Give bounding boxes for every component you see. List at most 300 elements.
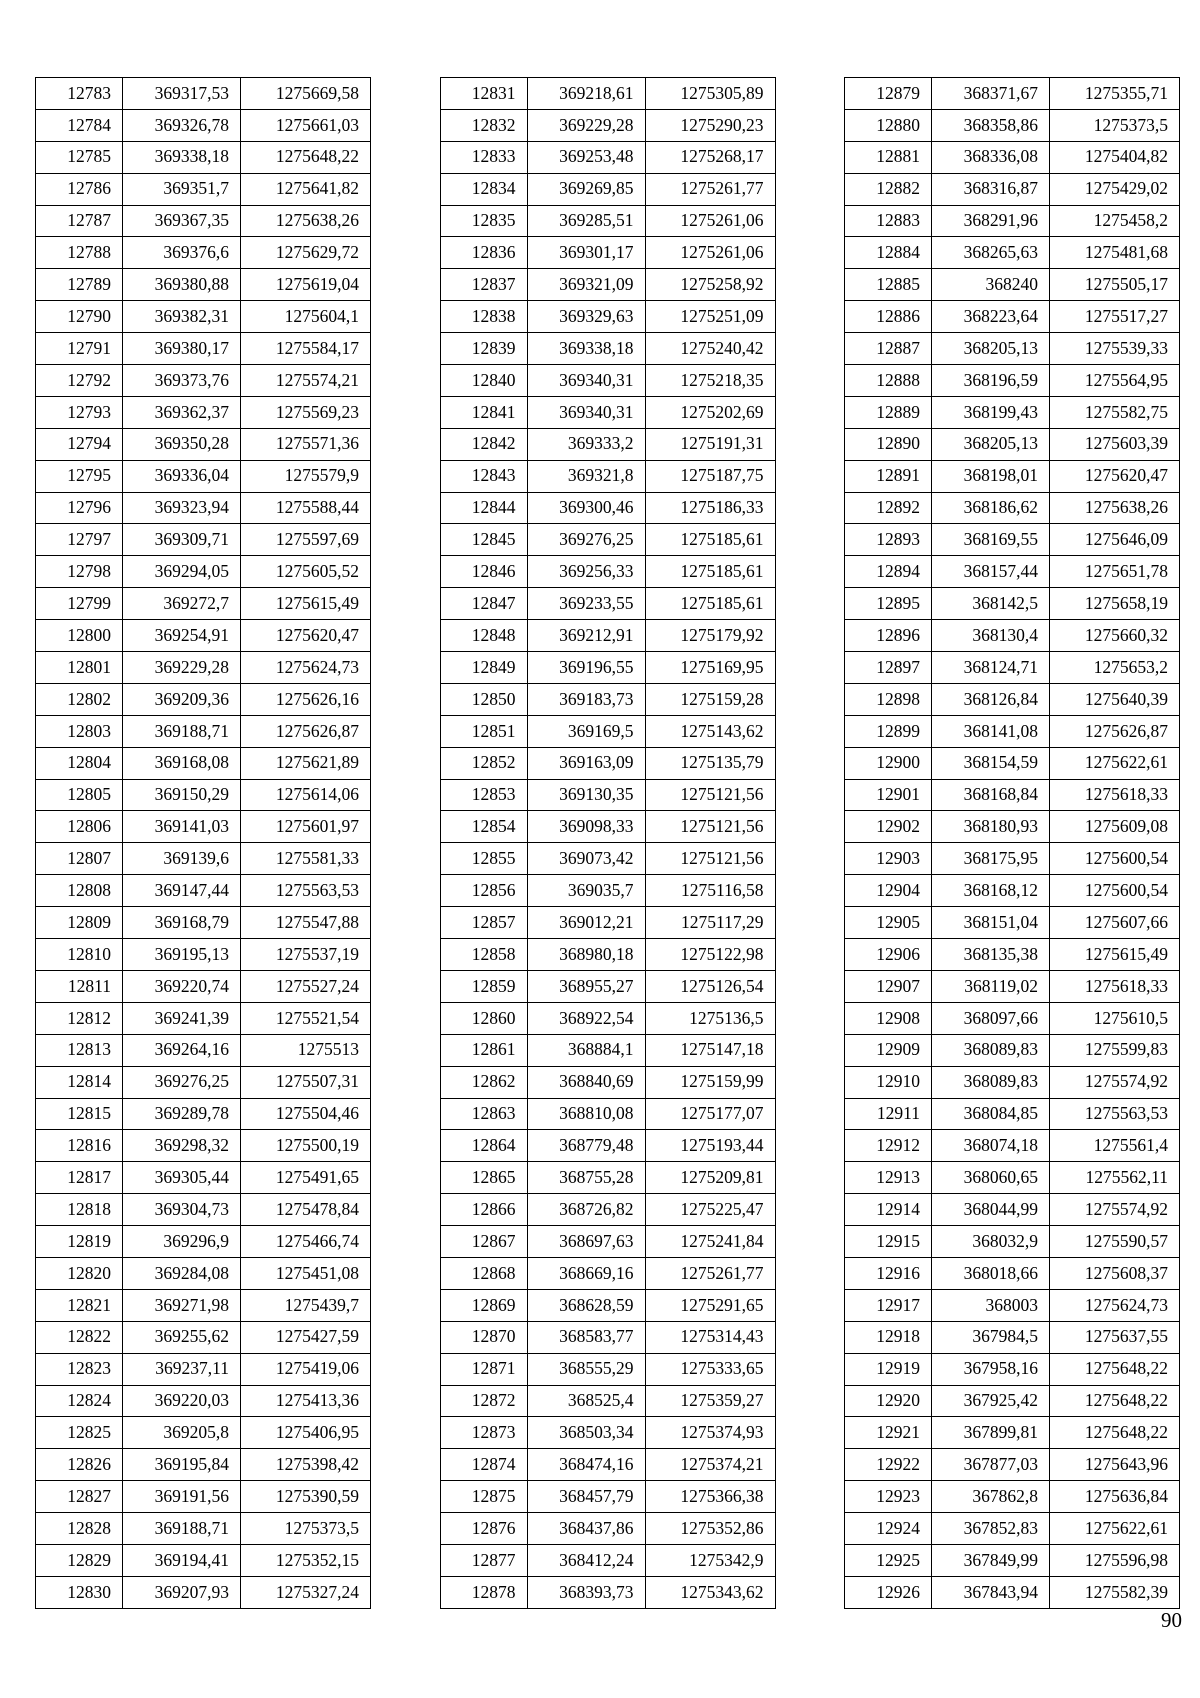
- point-number-cell: 12926: [845, 1576, 932, 1608]
- point-number-cell: 12825: [36, 1417, 123, 1449]
- table-row: [440, 556, 775, 588]
- table-row: [845, 1130, 1180, 1162]
- x-coordinate-cell: 369168,08: [123, 747, 241, 779]
- point-number-cell: 12914: [845, 1194, 932, 1226]
- table-row: [845, 460, 1180, 492]
- point-number-cell: 12863: [440, 1098, 527, 1130]
- y-coordinate-cell: 1275527,24: [241, 970, 371, 1002]
- y-coordinate-cell: 1275615,49: [1050, 939, 1180, 971]
- x-coordinate-cell: 369207,93: [123, 1576, 241, 1608]
- table-row: [440, 1385, 775, 1417]
- table-row: [845, 237, 1180, 269]
- table-row: [36, 683, 371, 715]
- y-coordinate-cell: 1275117,29: [645, 907, 775, 939]
- point-number-cell: 12862: [440, 1066, 527, 1098]
- point-number-cell: 12817: [36, 1162, 123, 1194]
- table-row: [440, 683, 775, 715]
- point-number-cell: 12917: [845, 1289, 932, 1321]
- x-coordinate-cell: 368124,71: [932, 652, 1050, 684]
- x-coordinate-cell: 369333,2: [527, 428, 645, 460]
- x-coordinate-cell: 369294,05: [123, 556, 241, 588]
- table-row: [845, 907, 1180, 939]
- table-row: [36, 1226, 371, 1258]
- table-row: [845, 1449, 1180, 1481]
- point-number-cell: 12895: [845, 588, 932, 620]
- table-row: [36, 1481, 371, 1513]
- point-number-cell: 12836: [440, 237, 527, 269]
- x-coordinate-cell: 369256,33: [527, 556, 645, 588]
- x-coordinate-cell: 368168,12: [932, 875, 1050, 907]
- x-coordinate-cell: 368810,08: [527, 1098, 645, 1130]
- y-coordinate-cell: 1275185,61: [645, 524, 775, 556]
- point-number-cell: 12838: [440, 301, 527, 333]
- y-coordinate-cell: 1275563,53: [1050, 1098, 1180, 1130]
- y-coordinate-cell: 1275419,06: [241, 1353, 371, 1385]
- x-coordinate-cell: 368583,77: [527, 1321, 645, 1353]
- y-coordinate-cell: 1275225,47: [645, 1194, 775, 1226]
- y-coordinate-cell: 1275624,73: [1050, 1289, 1180, 1321]
- table-row: [845, 1321, 1180, 1353]
- y-coordinate-cell: 1275373,5: [1050, 109, 1180, 141]
- point-number-cell: 12894: [845, 556, 932, 588]
- point-number-cell: 12810: [36, 939, 123, 971]
- x-coordinate-cell: 369326,78: [123, 109, 241, 141]
- point-number-cell: 12908: [845, 1002, 932, 1034]
- x-coordinate-cell: 369212,91: [527, 620, 645, 652]
- point-number-cell: 12868: [440, 1257, 527, 1289]
- x-coordinate-cell: 369321,09: [527, 269, 645, 301]
- y-coordinate-cell: 1275136,5: [645, 1002, 775, 1034]
- point-number-cell: 12821: [36, 1289, 123, 1321]
- y-coordinate-cell: 1275596,98: [1050, 1544, 1180, 1576]
- table-row: [440, 620, 775, 652]
- point-number-cell: 12865: [440, 1162, 527, 1194]
- table-row: [36, 1353, 371, 1385]
- y-coordinate-cell: 1275343,62: [645, 1576, 775, 1608]
- table-row: [845, 779, 1180, 811]
- x-coordinate-cell: 368265,63: [932, 237, 1050, 269]
- x-coordinate-cell: 369329,63: [527, 301, 645, 333]
- point-number-cell: 12916: [845, 1257, 932, 1289]
- x-coordinate-cell: 369141,03: [123, 811, 241, 843]
- x-coordinate-cell: 369285,51: [527, 205, 645, 237]
- point-number-cell: 12918: [845, 1321, 932, 1353]
- x-coordinate-cell: 368779,48: [527, 1130, 645, 1162]
- x-coordinate-cell: 369338,18: [527, 333, 645, 365]
- x-coordinate-cell: 369073,42: [527, 843, 645, 875]
- x-coordinate-cell: 368154,59: [932, 747, 1050, 779]
- x-coordinate-cell: 368074,18: [932, 1130, 1050, 1162]
- x-coordinate-cell: 368018,66: [932, 1257, 1050, 1289]
- y-coordinate-cell: 1275261,77: [645, 173, 775, 205]
- y-coordinate-cell: 1275314,43: [645, 1321, 775, 1353]
- table-row: [36, 620, 371, 652]
- table-row: [845, 747, 1180, 779]
- point-number-cell: 12837: [440, 269, 527, 301]
- table-row: [440, 907, 775, 939]
- y-coordinate-cell: 1275398,42: [241, 1449, 371, 1481]
- point-number-cell: 12913: [845, 1162, 932, 1194]
- x-coordinate-cell: 368555,29: [527, 1353, 645, 1385]
- point-number-cell: 12910: [845, 1066, 932, 1098]
- point-number-cell: 12812: [36, 1002, 123, 1034]
- table-row: [440, 1449, 775, 1481]
- table-row: [845, 173, 1180, 205]
- table-row: [440, 715, 775, 747]
- point-number-cell: 12874: [440, 1449, 527, 1481]
- y-coordinate-cell: 1275561,4: [1050, 1130, 1180, 1162]
- x-coordinate-cell: 368196,59: [932, 365, 1050, 397]
- point-number-cell: 12875: [440, 1481, 527, 1513]
- x-coordinate-cell: 369338,18: [123, 141, 241, 173]
- point-number-cell: 12912: [845, 1130, 932, 1162]
- table-row: [845, 269, 1180, 301]
- point-number-cell: 12886: [845, 301, 932, 333]
- y-coordinate-cell: 1275147,18: [645, 1034, 775, 1066]
- point-number-cell: 12883: [845, 205, 932, 237]
- x-coordinate-cell: 368180,93: [932, 811, 1050, 843]
- y-coordinate-cell: 1275622,61: [1050, 747, 1180, 779]
- x-coordinate-cell: 368336,08: [932, 141, 1050, 173]
- point-number-cell: 12853: [440, 779, 527, 811]
- x-coordinate-cell: 368755,28: [527, 1162, 645, 1194]
- x-coordinate-cell: 369191,56: [123, 1481, 241, 1513]
- y-coordinate-cell: 1275614,06: [241, 779, 371, 811]
- y-coordinate-cell: 1275121,56: [645, 843, 775, 875]
- y-coordinate-cell: 1275547,88: [241, 907, 371, 939]
- table-row: [845, 1385, 1180, 1417]
- y-coordinate-cell: 1275562,11: [1050, 1162, 1180, 1194]
- x-coordinate-cell: 368955,27: [527, 970, 645, 1002]
- x-coordinate-cell: 367984,5: [932, 1321, 1050, 1353]
- x-coordinate-cell: 368126,84: [932, 683, 1050, 715]
- point-number-cell: 12823: [36, 1353, 123, 1385]
- y-coordinate-cell: 1275609,08: [1050, 811, 1180, 843]
- table-row: [440, 779, 775, 811]
- table-row: [440, 1353, 775, 1385]
- y-coordinate-cell: 1275637,55: [1050, 1321, 1180, 1353]
- x-coordinate-cell: 368628,59: [527, 1289, 645, 1321]
- x-coordinate-cell: 369350,28: [123, 428, 241, 460]
- table-row: [845, 811, 1180, 843]
- table-row: [845, 1066, 1180, 1098]
- table-row: [845, 396, 1180, 428]
- point-number-cell: 12855: [440, 843, 527, 875]
- point-number-cell: 12893: [845, 524, 932, 556]
- y-coordinate-cell: 1275513: [241, 1034, 371, 1066]
- y-coordinate-cell: 1275241,84: [645, 1226, 775, 1258]
- table-row: [440, 1289, 775, 1321]
- x-coordinate-cell: 369012,21: [527, 907, 645, 939]
- point-number-cell: 12882: [845, 173, 932, 205]
- point-number-cell: 12889: [845, 396, 932, 428]
- table-row: [845, 1098, 1180, 1130]
- y-coordinate-cell: 1275626,87: [1050, 715, 1180, 747]
- y-coordinate-cell: 1275517,27: [1050, 301, 1180, 333]
- y-coordinate-cell: 1275569,23: [241, 396, 371, 428]
- y-coordinate-cell: 1275638,26: [1050, 492, 1180, 524]
- table-row: [36, 78, 371, 110]
- point-number-cell: 12850: [440, 683, 527, 715]
- table-row: [36, 524, 371, 556]
- x-coordinate-cell: 368142,5: [932, 588, 1050, 620]
- table-row: [440, 1481, 775, 1513]
- x-coordinate-cell: 368032,9: [932, 1226, 1050, 1258]
- table-row: [440, 269, 775, 301]
- x-coordinate-cell: 369150,29: [123, 779, 241, 811]
- x-coordinate-cell: 368669,16: [527, 1257, 645, 1289]
- point-number-cell: 12834: [440, 173, 527, 205]
- y-coordinate-cell: 1275590,57: [1050, 1226, 1180, 1258]
- y-coordinate-cell: 1275653,2: [1050, 652, 1180, 684]
- table-row: [845, 205, 1180, 237]
- point-number-cell: 12800: [36, 620, 123, 652]
- table-row: [845, 141, 1180, 173]
- y-coordinate-cell: 1275135,79: [645, 747, 775, 779]
- y-coordinate-cell: 1275187,75: [645, 460, 775, 492]
- y-coordinate-cell: 1275126,54: [645, 970, 775, 1002]
- table-row: [440, 1321, 775, 1353]
- point-number-cell: 12786: [36, 173, 123, 205]
- point-number-cell: 12806: [36, 811, 123, 843]
- x-coordinate-cell: 368060,65: [932, 1162, 1050, 1194]
- table-row: [36, 907, 371, 939]
- y-coordinate-cell: 1275620,47: [1050, 460, 1180, 492]
- x-coordinate-cell: 368119,02: [932, 970, 1050, 1002]
- y-coordinate-cell: 1275641,82: [241, 173, 371, 205]
- y-coordinate-cell: 1275202,69: [645, 396, 775, 428]
- y-coordinate-cell: 1275574,92: [1050, 1194, 1180, 1226]
- coordinate-table-2: [440, 77, 776, 1609]
- point-number-cell: 12877: [440, 1544, 527, 1576]
- x-coordinate-cell: 368884,1: [527, 1034, 645, 1066]
- point-number-cell: 12856: [440, 875, 527, 907]
- point-number-cell: 12811: [36, 970, 123, 1002]
- point-number-cell: 12902: [845, 811, 932, 843]
- y-coordinate-cell: 1275240,42: [645, 333, 775, 365]
- x-coordinate-cell: 367877,03: [932, 1449, 1050, 1481]
- x-coordinate-cell: 367899,81: [932, 1417, 1050, 1449]
- x-coordinate-cell: 367849,99: [932, 1544, 1050, 1576]
- point-number-cell: 12907: [845, 970, 932, 1002]
- x-coordinate-cell: 368003: [932, 1289, 1050, 1321]
- x-coordinate-cell: 368175,95: [932, 843, 1050, 875]
- x-coordinate-cell: 368726,82: [527, 1194, 645, 1226]
- table-row: [36, 1034, 371, 1066]
- point-number-cell: 12890: [845, 428, 932, 460]
- y-coordinate-cell: 1275618,33: [1050, 970, 1180, 1002]
- point-number-cell: 12845: [440, 524, 527, 556]
- table-row: [440, 1130, 775, 1162]
- x-coordinate-cell: 369229,28: [123, 652, 241, 684]
- x-coordinate-cell: 368316,87: [932, 173, 1050, 205]
- y-coordinate-cell: 1275169,95: [645, 652, 775, 684]
- table-row: [440, 365, 775, 397]
- table-row: [36, 747, 371, 779]
- y-coordinate-cell: 1275537,19: [241, 939, 371, 971]
- y-coordinate-cell: 1275374,21: [645, 1449, 775, 1481]
- x-coordinate-cell: 369209,36: [123, 683, 241, 715]
- table-row: [845, 428, 1180, 460]
- x-coordinate-cell: 368358,86: [932, 109, 1050, 141]
- point-number-cell: 12899: [845, 715, 932, 747]
- point-number-cell: 12897: [845, 652, 932, 684]
- y-coordinate-cell: 1275193,44: [645, 1130, 775, 1162]
- x-coordinate-cell: 369376,6: [123, 237, 241, 269]
- x-coordinate-cell: 367925,42: [932, 1385, 1050, 1417]
- table-row: [440, 1544, 775, 1576]
- y-coordinate-cell: 1275660,32: [1050, 620, 1180, 652]
- x-coordinate-cell: 369336,04: [123, 460, 241, 492]
- table-row: [845, 939, 1180, 971]
- x-coordinate-cell: 369272,7: [123, 588, 241, 620]
- y-coordinate-cell: 1275574,92: [1050, 1066, 1180, 1098]
- y-coordinate-cell: 1275251,09: [645, 301, 775, 333]
- point-number-cell: 12857: [440, 907, 527, 939]
- table-row: [845, 843, 1180, 875]
- x-coordinate-cell: 369169,5: [527, 715, 645, 747]
- point-number-cell: 12900: [845, 747, 932, 779]
- x-coordinate-cell: 369289,78: [123, 1098, 241, 1130]
- table-row: [845, 715, 1180, 747]
- point-number-cell: 12861: [440, 1034, 527, 1066]
- point-number-cell: 12843: [440, 460, 527, 492]
- x-coordinate-cell: 368186,62: [932, 492, 1050, 524]
- y-coordinate-cell: 1275209,81: [645, 1162, 775, 1194]
- x-coordinate-cell: 368151,04: [932, 907, 1050, 939]
- x-coordinate-cell: 368291,96: [932, 205, 1050, 237]
- x-coordinate-cell: 367862,8: [932, 1481, 1050, 1513]
- point-number-cell: 12795: [36, 460, 123, 492]
- y-coordinate-cell: 1275218,35: [645, 365, 775, 397]
- y-coordinate-cell: 1275648,22: [1050, 1417, 1180, 1449]
- table-row: [36, 1449, 371, 1481]
- x-coordinate-cell: 368457,79: [527, 1481, 645, 1513]
- point-number-cell: 12822: [36, 1321, 123, 1353]
- y-coordinate-cell: 1275601,97: [241, 811, 371, 843]
- y-coordinate-cell: 1275588,44: [241, 492, 371, 524]
- point-number-cell: 12867: [440, 1226, 527, 1258]
- point-number-cell: 12841: [440, 396, 527, 428]
- point-number-cell: 12870: [440, 1321, 527, 1353]
- y-coordinate-cell: 1275505,17: [1050, 269, 1180, 301]
- point-number-cell: 12901: [845, 779, 932, 811]
- point-number-cell: 12801: [36, 652, 123, 684]
- table-row: [36, 1576, 371, 1608]
- y-coordinate-cell: 1275159,28: [645, 683, 775, 715]
- y-coordinate-cell: 1275504,46: [241, 1098, 371, 1130]
- y-coordinate-cell: 1275159,99: [645, 1066, 775, 1098]
- x-coordinate-cell: 369321,8: [527, 460, 645, 492]
- table-row: [36, 1289, 371, 1321]
- y-coordinate-cell: 1275327,24: [241, 1576, 371, 1608]
- y-coordinate-cell: 1275597,69: [241, 524, 371, 556]
- x-coordinate-cell: 367843,94: [932, 1576, 1050, 1608]
- point-number-cell: 12829: [36, 1544, 123, 1576]
- y-coordinate-cell: 1275355,71: [1050, 78, 1180, 110]
- point-number-cell: 12906: [845, 939, 932, 971]
- x-coordinate-cell: 368371,67: [932, 78, 1050, 110]
- table-row: [36, 843, 371, 875]
- y-coordinate-cell: 1275352,86: [645, 1513, 775, 1545]
- table-row: [36, 1544, 371, 1576]
- y-coordinate-cell: 1275648,22: [241, 141, 371, 173]
- point-number-cell: 12804: [36, 747, 123, 779]
- point-number-cell: 12896: [845, 620, 932, 652]
- x-coordinate-cell: 369309,71: [123, 524, 241, 556]
- table-row: [440, 843, 775, 875]
- y-coordinate-cell: 1275359,27: [645, 1385, 775, 1417]
- point-number-cell: 12920: [845, 1385, 932, 1417]
- table-row: [36, 939, 371, 971]
- table-row: [440, 173, 775, 205]
- x-coordinate-cell: 369380,17: [123, 333, 241, 365]
- table-row: [440, 301, 775, 333]
- point-number-cell: 12879: [845, 78, 932, 110]
- table-row: [36, 301, 371, 333]
- point-number-cell: 12813: [36, 1034, 123, 1066]
- x-coordinate-cell: 369233,55: [527, 588, 645, 620]
- x-coordinate-cell: 368157,44: [932, 556, 1050, 588]
- table-row: [36, 811, 371, 843]
- x-coordinate-cell: 369253,48: [527, 141, 645, 173]
- table-row: [36, 333, 371, 365]
- table-row: [36, 1513, 371, 1545]
- y-coordinate-cell: 1275629,72: [241, 237, 371, 269]
- table-row: [845, 1226, 1180, 1258]
- table-row: [440, 396, 775, 428]
- table-row: [845, 683, 1180, 715]
- y-coordinate-cell: 1275429,02: [1050, 173, 1180, 205]
- x-coordinate-cell: 368205,13: [932, 428, 1050, 460]
- point-number-cell: 12846: [440, 556, 527, 588]
- y-coordinate-cell: 1275333,65: [645, 1353, 775, 1385]
- x-coordinate-cell: 369147,44: [123, 875, 241, 907]
- x-coordinate-cell: 369195,84: [123, 1449, 241, 1481]
- point-number-cell: 12826: [36, 1449, 123, 1481]
- table-row: [440, 237, 775, 269]
- point-number-cell: 12866: [440, 1194, 527, 1226]
- x-coordinate-cell: 369264,16: [123, 1034, 241, 1066]
- table-row: [440, 1002, 775, 1034]
- x-coordinate-cell: 369269,85: [527, 173, 645, 205]
- table-row: [36, 141, 371, 173]
- point-number-cell: 12919: [845, 1353, 932, 1385]
- table-row: [36, 1194, 371, 1226]
- x-coordinate-cell: 368697,63: [527, 1226, 645, 1258]
- point-number-cell: 12898: [845, 683, 932, 715]
- x-coordinate-cell: 369195,13: [123, 939, 241, 971]
- point-number-cell: 12815: [36, 1098, 123, 1130]
- table-row: [36, 205, 371, 237]
- y-coordinate-cell: 1275451,08: [241, 1257, 371, 1289]
- table-row: [845, 556, 1180, 588]
- y-coordinate-cell: 1275258,92: [645, 269, 775, 301]
- point-number-cell: 12789: [36, 269, 123, 301]
- table-row: [440, 205, 775, 237]
- point-number-cell: 12820: [36, 1257, 123, 1289]
- y-coordinate-cell: 1275185,61: [645, 556, 775, 588]
- point-number-cell: 12924: [845, 1513, 932, 1545]
- x-coordinate-cell: 368205,13: [932, 333, 1050, 365]
- y-coordinate-cell: 1275121,56: [645, 811, 775, 843]
- x-coordinate-cell: 369284,08: [123, 1257, 241, 1289]
- point-number-cell: 12892: [845, 492, 932, 524]
- x-coordinate-cell: 369367,35: [123, 205, 241, 237]
- table-row: [440, 524, 775, 556]
- table-row: [845, 1513, 1180, 1545]
- table-row: [36, 588, 371, 620]
